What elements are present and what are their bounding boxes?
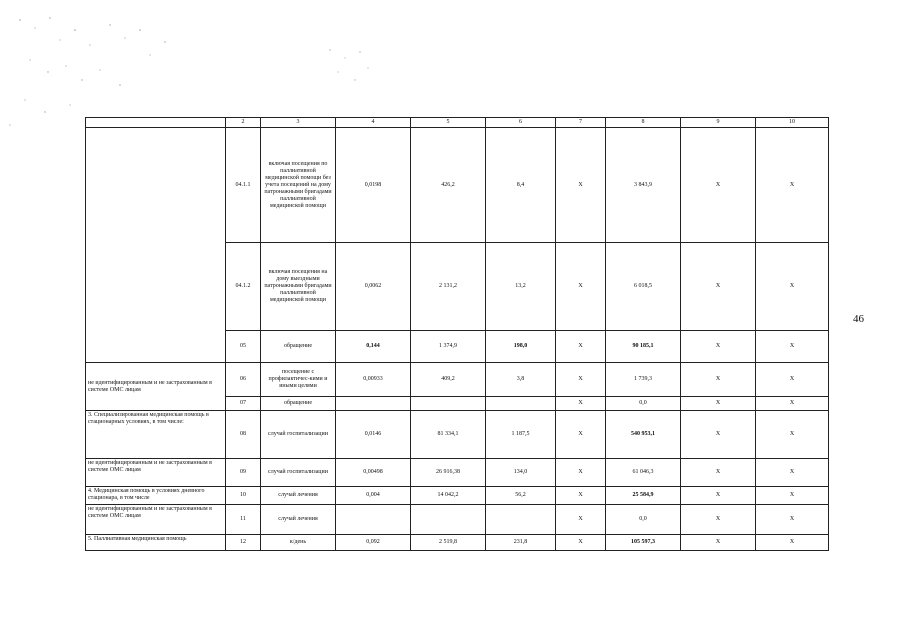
value-cell: 0,00933 <box>336 363 411 397</box>
value-cell: X <box>756 331 829 363</box>
table-row <box>86 411 829 459</box>
value-cell: X <box>681 128 756 243</box>
table-row <box>86 535 829 551</box>
unit-cell: случай госпитализации <box>261 411 336 459</box>
value-cell: 0,0062 <box>336 243 411 331</box>
value-cell: 0,00498 <box>336 459 411 487</box>
value-cell <box>336 397 411 411</box>
value-cell: 90 185,1 <box>606 331 681 363</box>
row-label: не идентифицированным и не застрахованным в системе ОМС лицам <box>86 505 226 535</box>
value-cell: 0,0146 <box>336 411 411 459</box>
row-label <box>86 128 226 363</box>
table-row <box>86 459 829 487</box>
header-cell: 9 <box>681 118 756 128</box>
unit-cell: к/день <box>261 535 336 551</box>
page-number: 46 <box>853 313 864 325</box>
unit-cell: случай лечения <box>261 505 336 535</box>
value-cell: X <box>756 459 829 487</box>
table-row <box>86 487 829 505</box>
row-code: 09 <box>226 459 261 487</box>
row-code: 04.1.2 <box>226 243 261 331</box>
row-label: 3. Специализированная медицинская помощь в стационарных условиях, в том числе: <box>86 411 226 459</box>
table-row <box>86 505 829 535</box>
value-cell <box>336 505 411 535</box>
header-cell: 5 <box>411 118 486 128</box>
row-code: 10 <box>226 487 261 505</box>
value-cell: X <box>556 487 606 505</box>
value-cell: X <box>556 397 606 411</box>
row-code: 08 <box>226 411 261 459</box>
row-label: 4. Медицинская помощь в условиях дневного стационара, в том числе <box>86 487 226 505</box>
header-cell: 4 <box>336 118 411 128</box>
value-cell: X <box>756 397 829 411</box>
value-cell: 0,092 <box>336 535 411 551</box>
value-cell: 198,0 <box>486 331 556 363</box>
value-cell: 426,2 <box>411 128 486 243</box>
header-cell: 8 <box>606 118 681 128</box>
value-cell <box>486 505 556 535</box>
row-label: не идентифицированным и не застрахованным в системе ОМС лицам <box>86 459 226 487</box>
value-cell: X <box>681 535 756 551</box>
value-cell: 0,144 <box>336 331 411 363</box>
value-cell: X <box>681 411 756 459</box>
value-cell: 1 374,9 <box>411 331 486 363</box>
value-cell: X <box>556 128 606 243</box>
scan-noise-top-center <box>320 40 380 100</box>
table-row <box>86 363 829 397</box>
value-cell: X <box>756 243 829 331</box>
row-label: не идентифицированным и не застрахованным в системе ОМС лицам <box>86 363 226 411</box>
value-cell: X <box>556 535 606 551</box>
value-cell: X <box>756 505 829 535</box>
row-label: 5. Паллиативная медицинская помощь <box>86 535 226 551</box>
unit-cell: включая посещения на дому выездными патронажными бригадами паллиативной медицинской помощи <box>261 243 336 331</box>
value-cell: 81 334,1 <box>411 411 486 459</box>
unit-cell: обращение <box>261 331 336 363</box>
value-cell: 0,0 <box>606 505 681 535</box>
value-cell: 56,2 <box>486 487 556 505</box>
value-cell: 2 131,2 <box>411 243 486 331</box>
value-cell: 0,004 <box>336 487 411 505</box>
unit-cell: случай лечения <box>261 487 336 505</box>
value-cell: 1 187,5 <box>486 411 556 459</box>
unit-cell: посещение с профилактичес-кими и иными целями <box>261 363 336 397</box>
value-cell: X <box>756 411 829 459</box>
value-cell: X <box>756 535 829 551</box>
row-code: 06 <box>226 363 261 397</box>
value-cell: 25 584,9 <box>606 487 681 505</box>
value-cell: X <box>556 331 606 363</box>
value-cell: 231,8 <box>486 535 556 551</box>
row-code: 12 <box>226 535 261 551</box>
value-cell <box>411 397 486 411</box>
scan-noise-top-left <box>0 0 200 135</box>
value-cell: X <box>556 363 606 397</box>
header-cell: 3 <box>261 118 336 128</box>
header-cell: 6 <box>486 118 556 128</box>
value-cell: X <box>681 505 756 535</box>
value-cell: 13,2 <box>486 243 556 331</box>
header-cell: 7 <box>556 118 606 128</box>
value-cell: 8,4 <box>486 128 556 243</box>
row-code: 04.1.1 <box>226 128 261 243</box>
value-cell: 61 046,3 <box>606 459 681 487</box>
header-cell <box>86 118 226 128</box>
unit-cell: включая посещения по паллиативной медицинской помощи без учета посещений на дому патронажными бригадами паллиативной медицинской помощи <box>261 128 336 243</box>
value-cell <box>411 505 486 535</box>
value-cell: 3,8 <box>486 363 556 397</box>
value-cell: 540 953,1 <box>606 411 681 459</box>
value-cell: 134,0 <box>486 459 556 487</box>
table-row <box>86 128 829 243</box>
value-cell: X <box>681 363 756 397</box>
value-cell: 409,2 <box>411 363 486 397</box>
header-cell: 2 <box>226 118 261 128</box>
row-code: 05 <box>226 331 261 363</box>
value-cell: X <box>681 487 756 505</box>
value-cell: 2 519,8 <box>411 535 486 551</box>
value-cell: X <box>556 459 606 487</box>
value-cell: X <box>756 128 829 243</box>
value-cell: X <box>556 505 606 535</box>
value-cell: X <box>681 243 756 331</box>
table-header-row <box>86 118 829 128</box>
value-cell: 26 916,38 <box>411 459 486 487</box>
value-cell: X <box>556 243 606 331</box>
value-cell: 105 597,3 <box>606 535 681 551</box>
value-cell: 3 843,9 <box>606 128 681 243</box>
value-cell: X <box>756 363 829 397</box>
value-cell <box>486 397 556 411</box>
value-cell: 6 018,5 <box>606 243 681 331</box>
value-cell: X <box>756 487 829 505</box>
value-cell: 0,0198 <box>336 128 411 243</box>
unit-cell: обращение <box>261 397 336 411</box>
value-cell: X <box>556 411 606 459</box>
value-cell: 0,0 <box>606 397 681 411</box>
header-cell: 10 <box>756 118 829 128</box>
row-code: 07 <box>226 397 261 411</box>
unit-cell: случай госпитализации <box>261 459 336 487</box>
value-cell: 1 739,3 <box>606 363 681 397</box>
data-table <box>85 117 829 551</box>
value-cell: 14 042,2 <box>411 487 486 505</box>
row-code: 11 <box>226 505 261 535</box>
value-cell: X <box>681 331 756 363</box>
value-cell: X <box>681 397 756 411</box>
value-cell: X <box>681 459 756 487</box>
